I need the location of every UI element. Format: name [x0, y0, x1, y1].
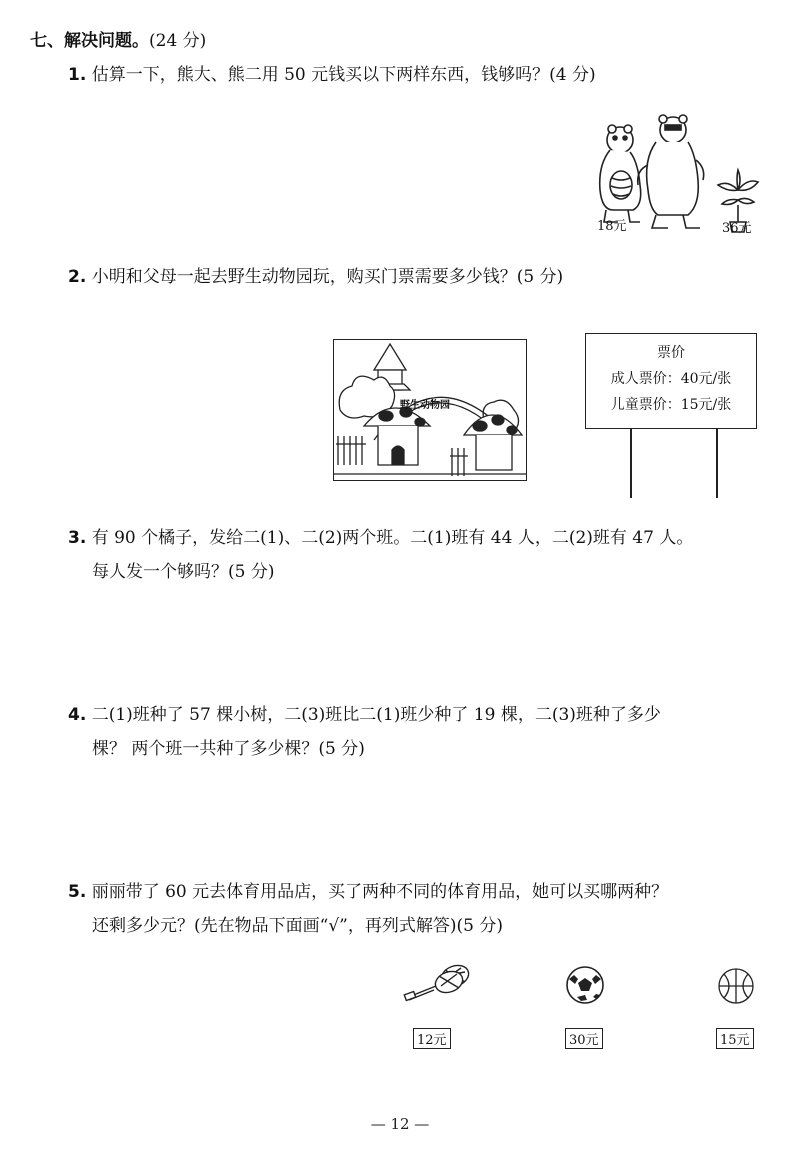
- question-text: 估算一下，熊大、熊二用 50 元钱买以下两样东西，钱够吗？(4 分): [91, 65, 596, 85]
- question-text: 小明和父母一起去野生动物园玩，购买门票需要多少钱？(5 分): [91, 267, 564, 287]
- question-number: 1.: [68, 65, 87, 85]
- question-number: 4.: [68, 705, 87, 725]
- question-2: [68, 260, 780, 294]
- question-number: 3.: [68, 528, 87, 548]
- board-title: 票价: [657, 345, 685, 361]
- question-text-line2: 棵？ 两个班一共种了多少棵？(5 分): [92, 739, 365, 759]
- ticket-price-board: [585, 333, 757, 429]
- basketball-icon: [716, 966, 756, 1006]
- child-price: 儿童票价：15元/张: [610, 397, 732, 413]
- zoo-gate-sign: 野生动物园: [400, 400, 450, 411]
- football-price: 30元: [565, 1028, 603, 1049]
- question-5: [68, 875, 780, 943]
- section-points: (24 分): [149, 31, 207, 51]
- question-text-line2: 还剩多少元？(先在物品下面画“√”，再列式解答)(5 分): [92, 916, 503, 936]
- ball-price: 18元: [597, 219, 627, 234]
- racket-price: 12元: [413, 1028, 451, 1049]
- question-4: [68, 698, 780, 766]
- question-text-line1: 丽丽带了 60 元去体育用品店，买了两种不同的体育用品，她可以买哪两种？: [91, 882, 669, 902]
- question-text-line1: 有 90 个橘子，发给二(1)、二(2)两个班。二(1)班有 44 人，二(2)班有 47 人。: [91, 528, 694, 548]
- question-1: [68, 58, 780, 92]
- question-3: [68, 521, 780, 589]
- question-text-line2: 每人发一个够吗？(5 分): [92, 562, 275, 582]
- plant-price: 36元: [722, 221, 752, 236]
- basketball-price: 15元: [716, 1028, 754, 1049]
- racket-icon: [403, 960, 473, 1006]
- question-number: 2.: [68, 267, 87, 287]
- page-number: — 12 —: [370, 1115, 430, 1133]
- section-title: [30, 26, 206, 51]
- board-post-left: [630, 428, 632, 498]
- section-title-text: 七、解决问题。: [30, 31, 149, 51]
- question-number: 5.: [68, 882, 87, 902]
- adult-price: 成人票价：40元/张: [610, 371, 732, 387]
- zoo-gate-illustration: [333, 339, 527, 481]
- board-post-right: [716, 428, 718, 498]
- question-text-line1: 二(1)班种了 57 棵小树，二(3)班比二(1)班少种了 19 棵，二(3)班种了多少: [91, 705, 661, 725]
- football-icon: [565, 965, 605, 1005]
